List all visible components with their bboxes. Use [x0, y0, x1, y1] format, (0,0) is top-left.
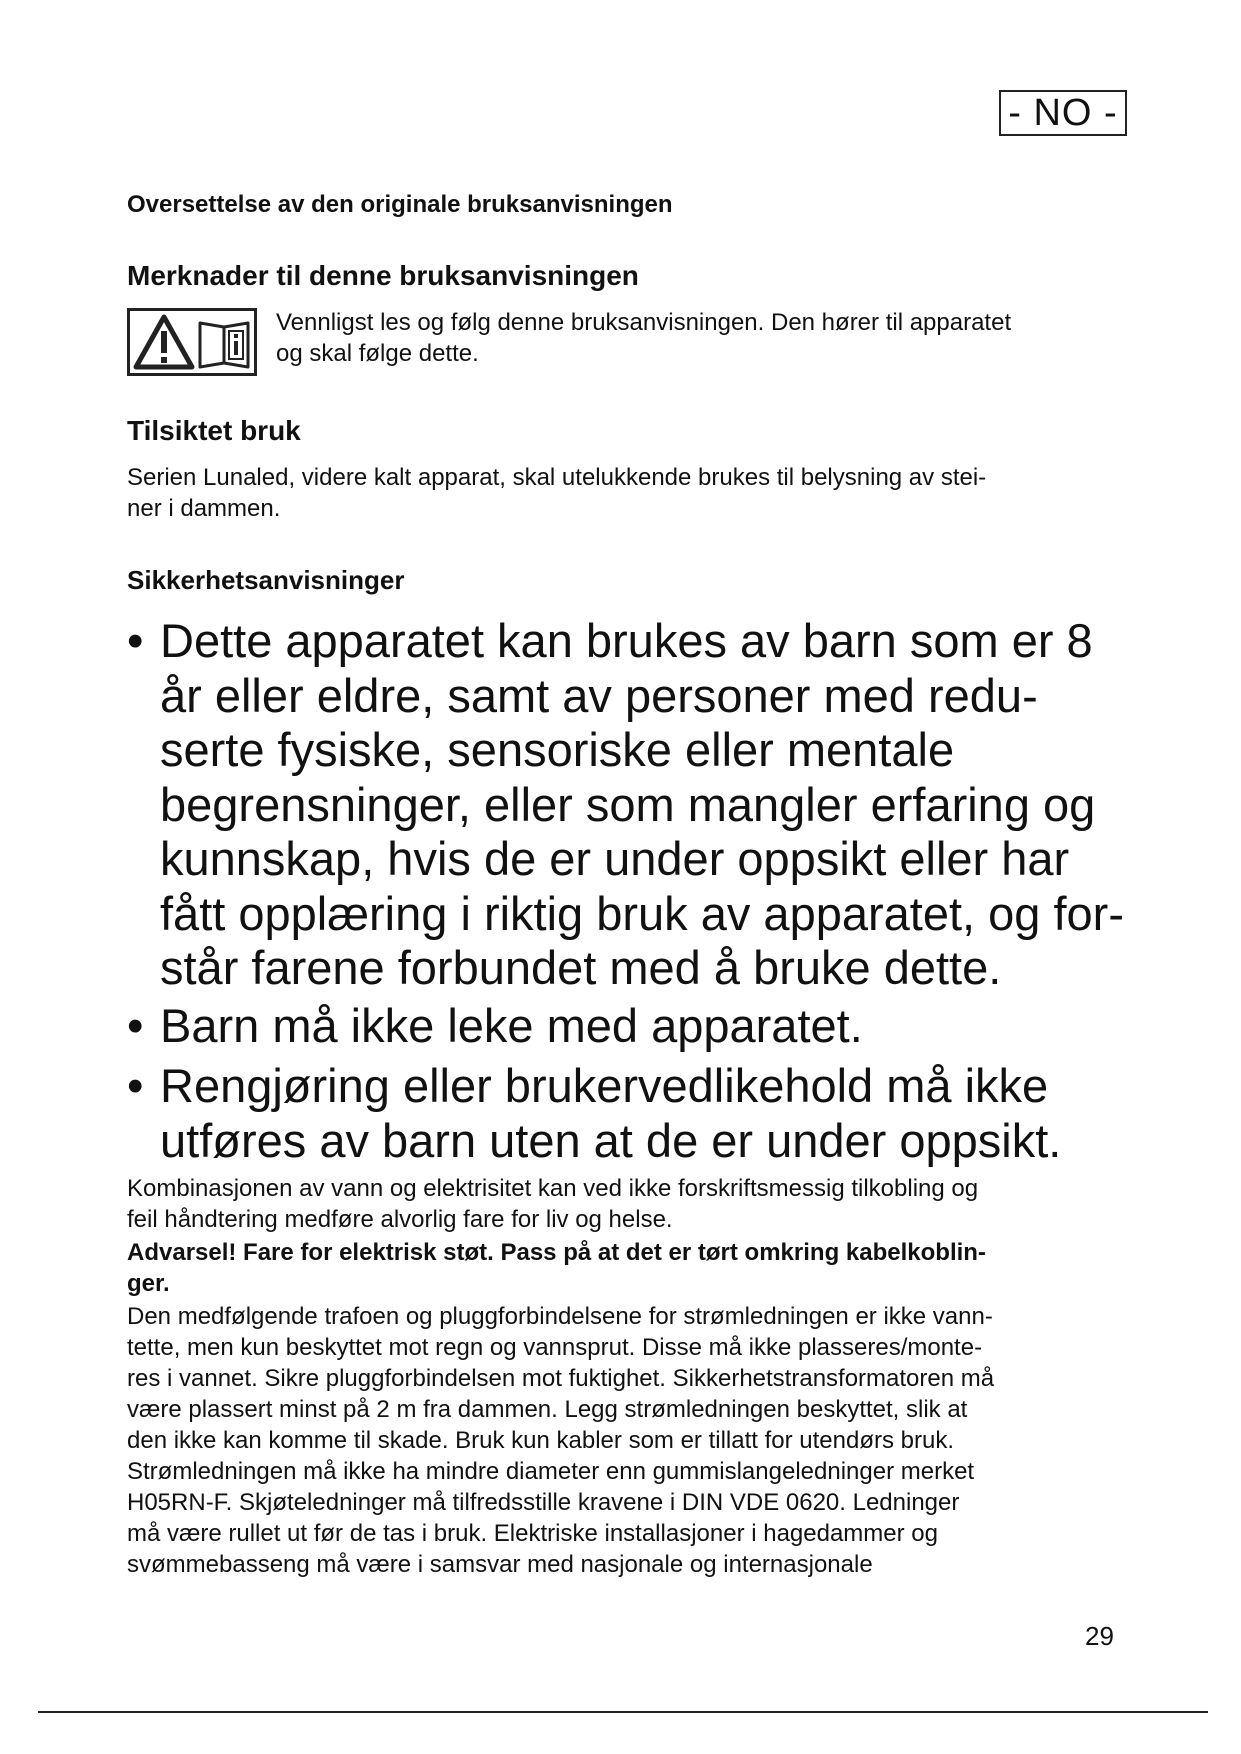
- details-paragraph: [127, 1301, 994, 1580]
- bullet-line: Barn må ikke leke med apparatet.: [160, 999, 863, 1052]
- bullet-line: Rengjøring eller brukervedlikehold må ikke: [160, 1059, 1049, 1112]
- text-line: feil håndtering medføre alvorlig fare for liv og helse.: [127, 1206, 673, 1233]
- bullet-symbol: •: [127, 1059, 144, 1112]
- text-line: må være rullet ut før de tas i bruk. Elektriske installasjoner i hagedammer og: [127, 1520, 938, 1547]
- text-line: den ikke kan komme til skade. Bruk kun kabler som er tillatt for utendørs bruk.: [127, 1427, 955, 1454]
- text-line: Strømledningen må ikke ha mindre diameter enn gummislangeledninger merket: [127, 1458, 975, 1485]
- text-line: res i vannet. Sikre pluggforbindelsen mot fuktighet. Sikkerhetstransformatoren må: [127, 1365, 995, 1392]
- notes-text: [276, 307, 1011, 369]
- text-line: Den medfølgende trafoen og pluggforbindelsene for strømledningen er ikke vann-: [127, 1303, 993, 1330]
- intended-use-heading: Tilsiktet bruk: [127, 415, 301, 446]
- bullet-symbol: •: [127, 614, 144, 667]
- bullet-symbol: •: [127, 999, 144, 1052]
- text-line: ger.: [127, 1270, 170, 1297]
- text-line: tette, men kun beskyttet mot regn og vannsprut. Disse må ikke plasseres/monte-: [127, 1334, 983, 1361]
- footer-divider: [38, 1711, 1208, 1713]
- safety-heading: Sikkerhetsanvisninger: [127, 565, 405, 595]
- combination-paragraph: [127, 1173, 978, 1235]
- bullet-line: utføres av barn uten at de er under oppsikt.: [160, 1113, 1062, 1167]
- bullet-line: serte fysiske, sensoriske eller mentale: [160, 723, 955, 776]
- warning-paragraph: [127, 1237, 986, 1299]
- text-line: ner i dammen.: [127, 495, 281, 522]
- text-line: være plassert minst på 2 m fra dammen. Legg strømledningen beskyttet, slik at: [127, 1396, 968, 1423]
- text-line: Kombinasjonen av vann og elektrisitet kan ved ikke forskriftsmessig tilkobling og: [127, 1175, 979, 1202]
- notes-heading: Merknader til denne bruksanvisningen: [127, 260, 639, 291]
- page-number: 29: [1085, 1621, 1114, 1651]
- text-line: og skal følge dette.: [276, 340, 479, 367]
- bullet-line: fått opplæring i riktig bruk av apparatet, og for-: [160, 886, 1124, 940]
- intended-use-text: [127, 462, 986, 524]
- bullet-line: begrensninger, eller som mangler erfaring og: [160, 777, 1096, 831]
- document-title: Oversettelse av den originale bruksanvisningen: [127, 191, 673, 218]
- text-line: svømmebasseng må være i samsvar med nasjonale og internasjonale: [127, 1551, 873, 1578]
- bullet-line: kunnskap, hvis de er under oppsikt eller har: [160, 832, 1070, 885]
- text-line: Serien Lunaled, videre kalt apparat, skal utelukkende brukes til belysning av stei-: [127, 464, 987, 491]
- bullet-line: år eller eldre, samt av personer med redu-: [160, 668, 1038, 722]
- bullet-line: står farene forbundet med å bruke dette.: [160, 941, 1002, 994]
- language-badge: - NO -: [999, 90, 1127, 136]
- text-line: Advarsel! Fare for elektrisk støt. Pass på at det er tørt omkring kabelkoblin-: [127, 1239, 986, 1266]
- text-line: H05RN-F. Skjøteledninger må tilfredsstille kravene i DIN VDE 0620. Ledninger: [127, 1489, 960, 1516]
- warning-and-read-manual-icon: [127, 308, 257, 376]
- bullet-line: Dette apparatet kan brukes av barn som er 8: [160, 614, 1093, 667]
- text-line: Vennligst les og følg denne bruksanvisningen. Den hører til apparatet: [276, 309, 1012, 336]
